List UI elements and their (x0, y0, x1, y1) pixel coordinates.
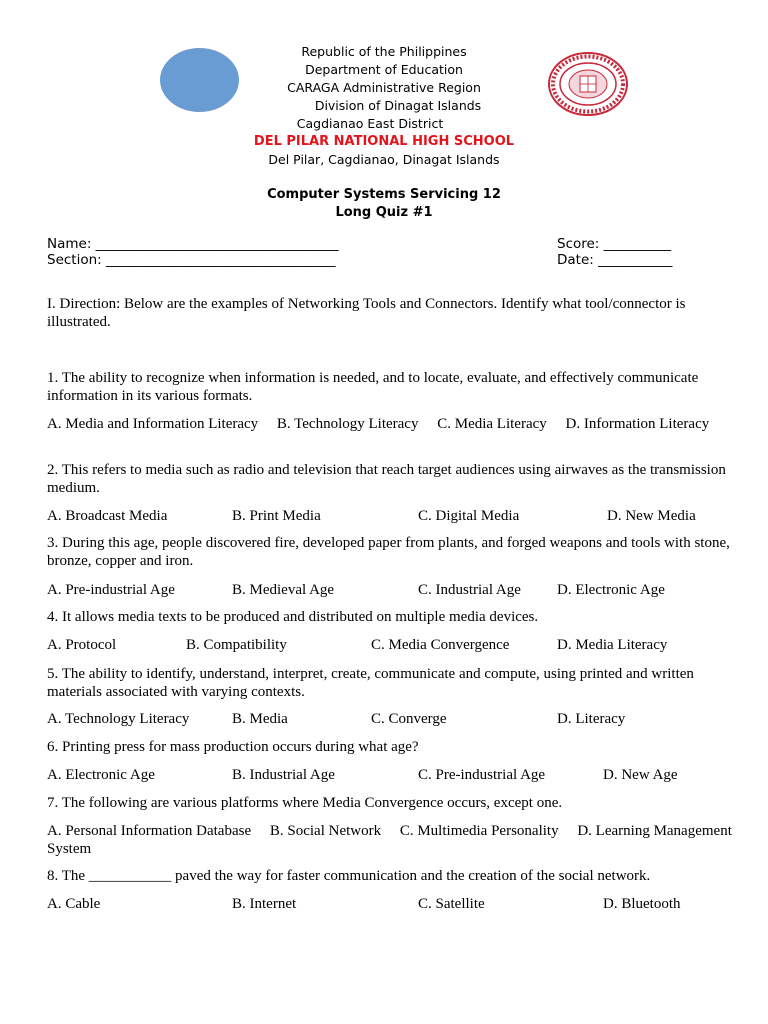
choice-1d[interactable]: D. Information Literacy (565, 416, 710, 432)
choice-6c[interactable]: C. Pre-industrial Age (418, 767, 546, 783)
date-field[interactable]: Date: ___________ (557, 252, 673, 268)
choice-2c[interactable]: C. Digital Media (418, 508, 520, 524)
choice-2d[interactable]: D. New Media (607, 508, 696, 524)
choice-6d[interactable]: D. New Age (603, 767, 678, 783)
choice-1a[interactable]: A. Media and Information Literacy (47, 416, 259, 432)
choice-7b[interactable]: B. Social Network (269, 823, 382, 839)
name-field[interactable]: Name: ____________________________________ (47, 236, 339, 252)
choice-5d[interactable]: D. Literacy (557, 711, 626, 727)
question-6-text: 6. Printing press for mass production occurs during what age? (47, 739, 419, 755)
header-district: Cagdianao East District (296, 116, 444, 131)
choice-7d[interactable]: D. Learning Management System (47, 823, 732, 857)
choice-4c[interactable]: C. Media Convergence (371, 637, 510, 653)
question-1-text: 1. The ability to recognize when information is needed, and to locate, evaluate, and effectively communicate information in its various formats. (47, 370, 699, 404)
choice-8a[interactable]: A. Cable (47, 896, 101, 912)
school-name: DEL PILAR NATIONAL HIGH SCHOOL (253, 134, 515, 149)
question-1-choices (47, 415, 737, 433)
school-address: Del Pilar, Cagdianao, Dinagat Islands (268, 152, 500, 167)
quiz-subject: Computer Systems Servicing 12 (267, 187, 501, 202)
choice-8b[interactable]: B. Internet (232, 896, 297, 912)
choice-3b[interactable]: B. Medieval Age (232, 582, 335, 598)
choice-1c[interactable]: C. Media Literacy (437, 416, 547, 432)
choice-6a[interactable]: A. Electronic Age (47, 767, 155, 783)
header-division: Division of Dinagat Islands (314, 98, 482, 113)
quiz-title: Long Quiz #1 (335, 205, 433, 220)
choice-1b[interactable]: B. Technology Literacy (276, 416, 419, 432)
choice-5c[interactable]: C. Converge (371, 711, 447, 727)
choice-3c[interactable]: C. Industrial Age (418, 582, 521, 598)
header-region: CARAGA Administrative Region (287, 80, 481, 95)
question-7-choices (47, 822, 737, 858)
choice-7a[interactable]: A. Personal Information Database (47, 823, 252, 839)
choice-4a[interactable]: A. Protocol (47, 637, 117, 653)
choice-5a[interactable]: A. Technology Literacy (47, 711, 190, 727)
question-3-text: 3. During this age, people discovered fire, developed paper from plants, and forged weapons and tools with stone, bronze, copper and iron. (47, 535, 730, 569)
choice-8d[interactable]: D. Bluetooth (603, 896, 681, 912)
header-department: Department of Education (305, 62, 463, 77)
choice-7c[interactable]: C. Multimedia Personality (399, 823, 559, 839)
choice-4b[interactable]: B. Compatibility (186, 637, 287, 653)
header-republic: Republic of the Philippines (301, 44, 467, 59)
choice-3d[interactable]: D. Electronic Age (557, 582, 665, 598)
question-7-text: 7. The following are various platforms where Media Convergence occurs, except one. (47, 795, 563, 811)
choice-2b[interactable]: B. Print Media (232, 508, 321, 524)
direction-text: I. Direction: Below are the examples of Networking Tools and Connectors. Identify what tool/connector is illustrated. (47, 296, 686, 330)
choice-3a[interactable]: A. Pre-industrial Age (47, 582, 175, 598)
section-field[interactable]: Section: __________________________________ (47, 252, 336, 268)
choice-5b[interactable]: B. Media (232, 711, 288, 727)
question-8-text: 8. The ___________ paved the way for faster communication and the creation of the social network. (47, 868, 651, 884)
choice-6b[interactable]: B. Industrial Age (232, 767, 335, 783)
choice-4d[interactable]: D. Media Literacy (557, 637, 668, 653)
choice-8c[interactable]: C. Satellite (418, 896, 485, 912)
question-5-text: 5. The ability to identify, understand, interpret, create, communicate and compute, using printed and written materials associated with varying contexts. (47, 666, 694, 700)
question-2-text: 2. This refers to media such as radio and television that reach target audiences using airwaves as the transmission medium. (47, 462, 726, 496)
question-4-text: 4. It allows media texts to be produced and distributed on multiple media devices. (47, 609, 539, 625)
choice-2a[interactable]: A. Broadcast Media (47, 508, 168, 524)
score-field[interactable]: Score: __________ (557, 236, 672, 252)
